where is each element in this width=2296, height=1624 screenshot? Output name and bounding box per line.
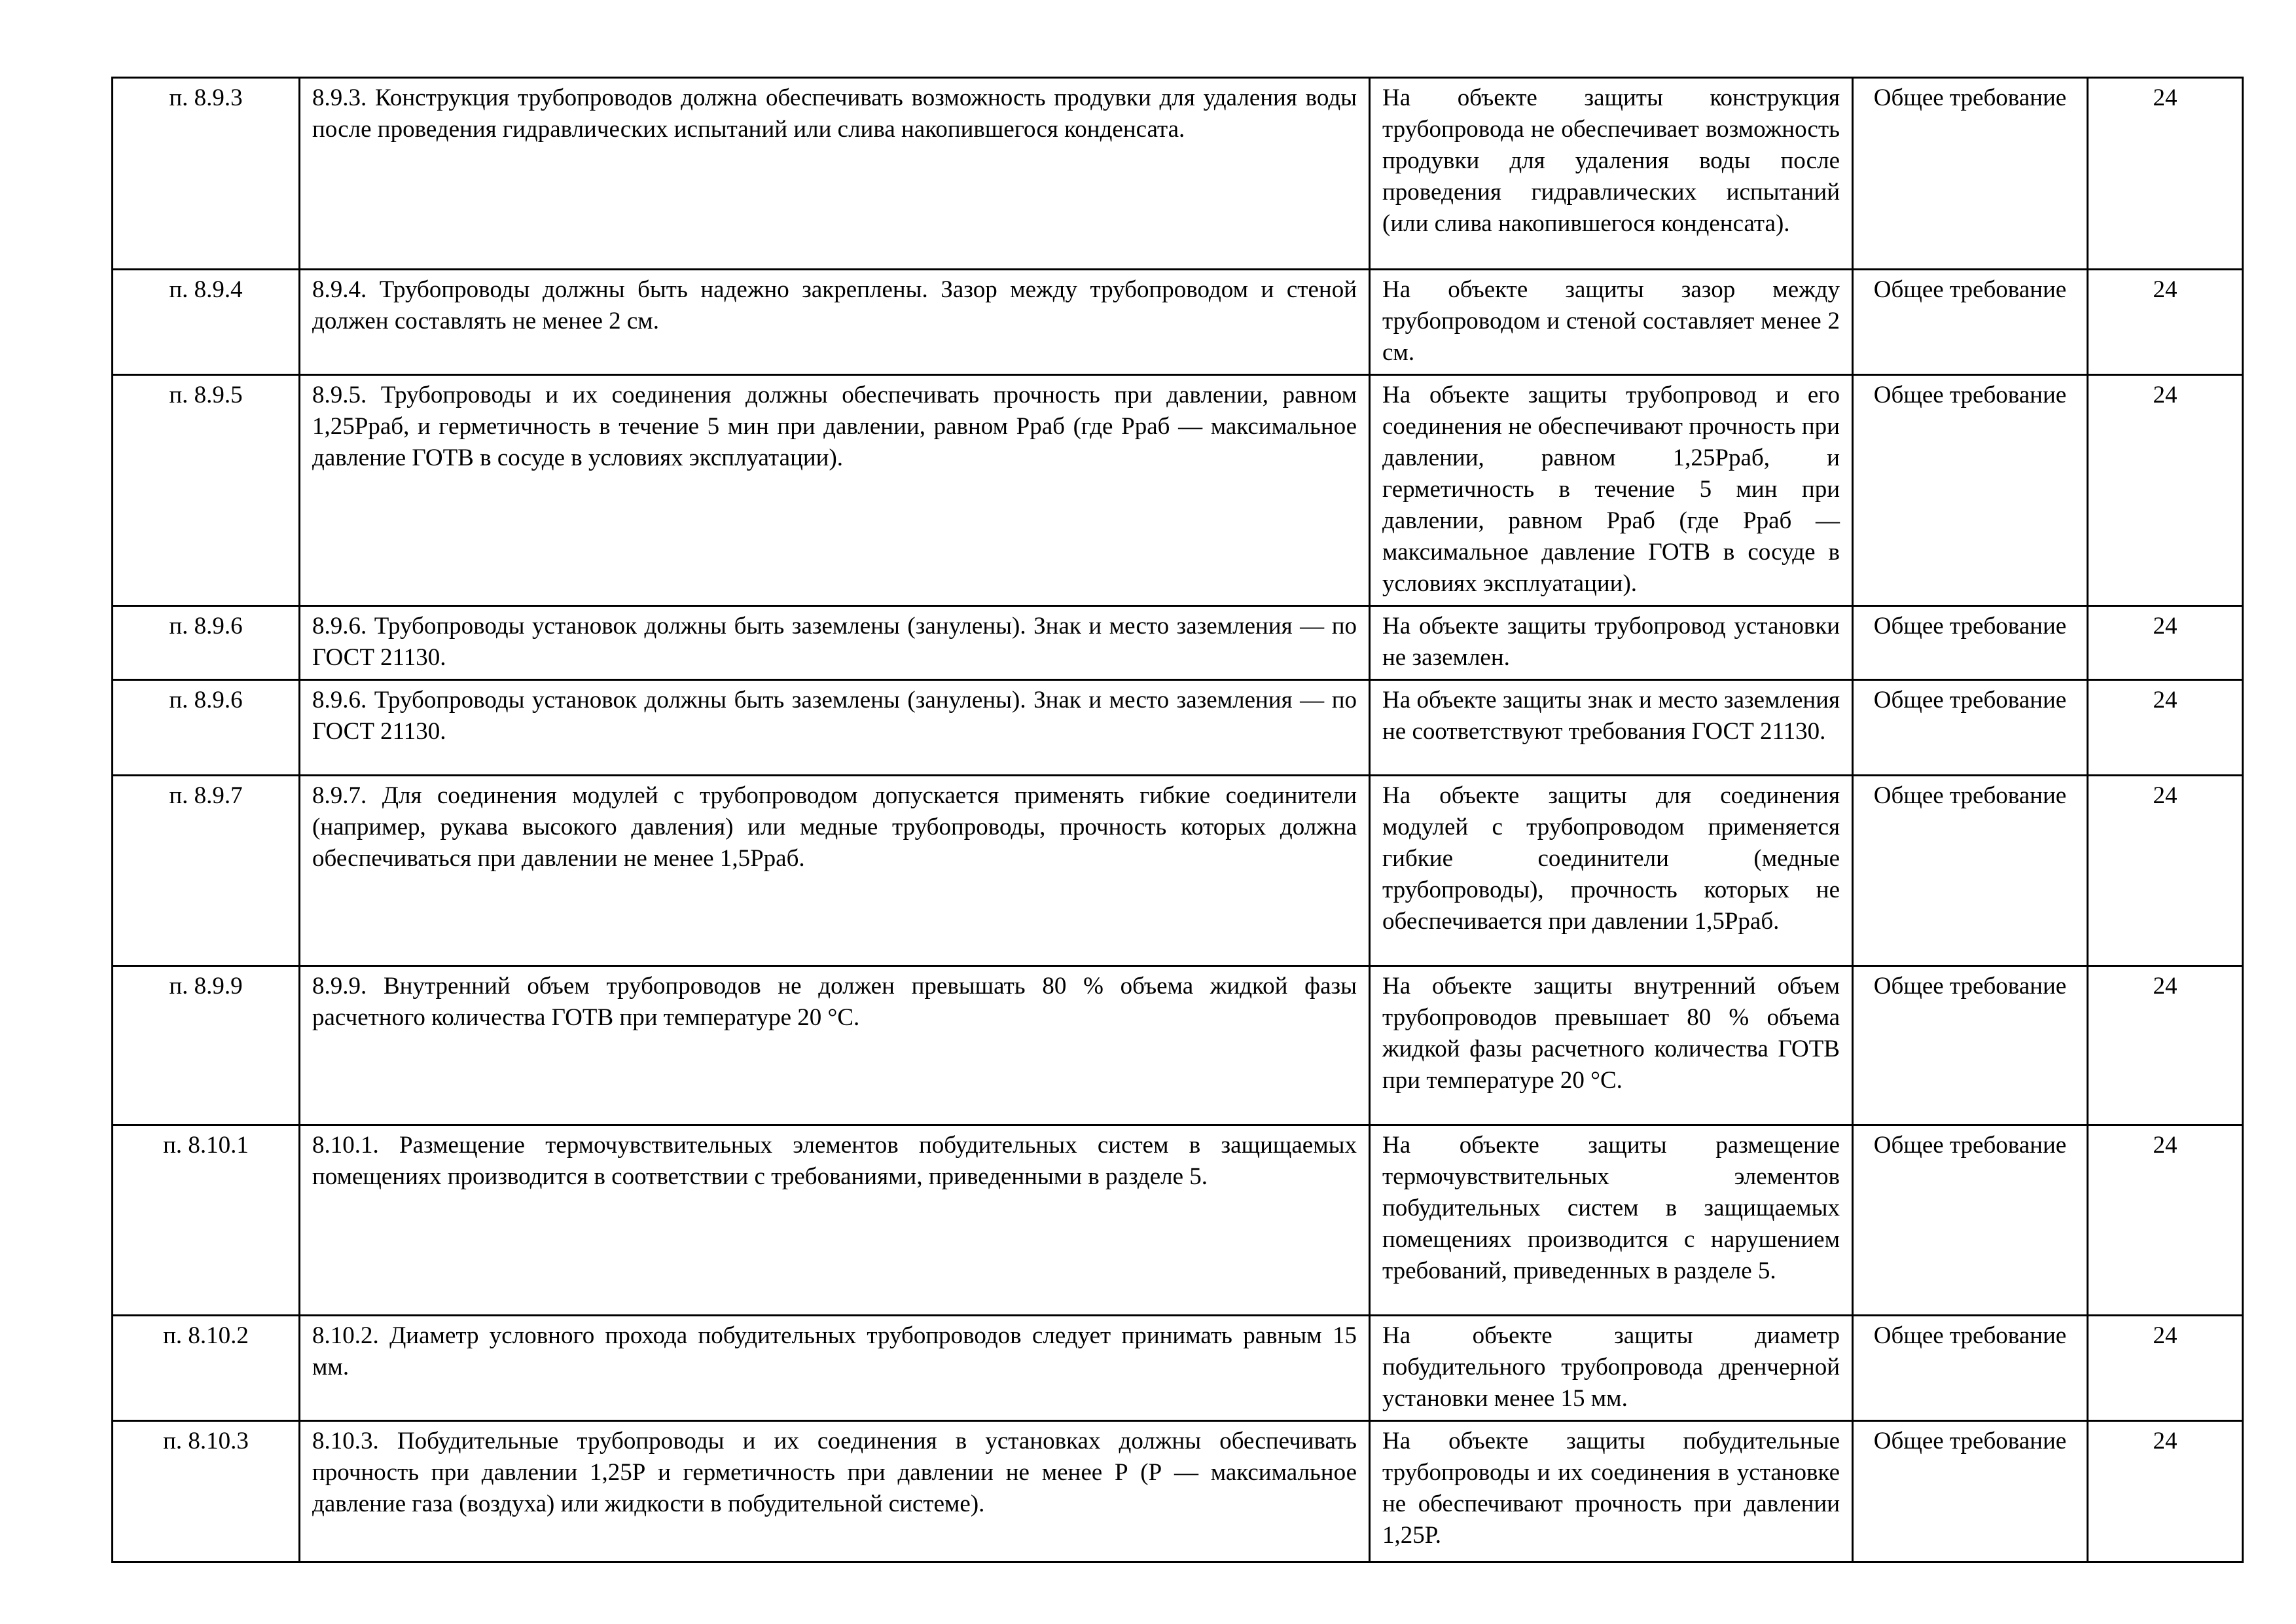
requirement-type: Общее требование: [1853, 1125, 2088, 1316]
clause-reference: п. 8.10.3: [113, 1421, 300, 1562]
table-row: [113, 680, 2243, 776]
requirement-type: Общее требование: [1853, 1421, 2088, 1562]
requirement-text: 8.9.7. Для соединения модулей с трубопроводом допускается применять гибкие соединители (например, рукава высокого давления) или медные трубопроводы, прочность которых должна обеспечиваться при давлении не менее 1,5Рраб.: [300, 776, 1370, 966]
clause-reference: п. 8.9.6: [113, 680, 300, 776]
requirement-text: 8.9.9. Внутренний объем трубопроводов не должен превышать 80 % объема жидкой фазы расчетного количества ГОТВ при температуре 20 °С.: [300, 966, 1370, 1125]
clause-reference: п. 8.9.4: [113, 270, 300, 375]
requirement-type: Общее требование: [1853, 1316, 2088, 1421]
violation-finding: На объекте защиты знак и место заземления не соответствуют требования ГОСТ 21130.: [1370, 680, 1853, 776]
requirement-type: Общее требование: [1853, 966, 2088, 1125]
source-number: 24: [2088, 1421, 2243, 1562]
requirement-text: 8.9.6. Трубопроводы установок должны быть заземлены (занулены). Знак и место заземления — по ГОСТ 21130.: [300, 680, 1370, 776]
table-row: [113, 776, 2243, 966]
table-row: [113, 966, 2243, 1125]
source-number: 24: [2088, 375, 2243, 606]
clause-reference: п. 8.9.6: [113, 606, 300, 680]
source-number: 24: [2088, 680, 2243, 776]
requirements-table: [111, 77, 2244, 1563]
requirement-text: 8.10.3. Побудительные трубопроводы и их соединения в установках должны обеспечивать прочность при давлении 1,25Р и герметичность при давлении не менее Р (Р — максимальное давление газа (воздуха) или жидкости в побудительной системе).: [300, 1421, 1370, 1562]
source-number: 24: [2088, 966, 2243, 1125]
requirement-type: Общее требование: [1853, 375, 2088, 606]
source-number: 24: [2088, 1125, 2243, 1316]
clause-reference: п. 8.9.7: [113, 776, 300, 966]
requirement-text: 8.9.4. Трубопроводы должны быть надежно закреплены. Зазор между трубопроводом и стеной должен составлять не менее 2 см.: [300, 270, 1370, 375]
source-number: 24: [2088, 776, 2243, 966]
violation-finding: На объекте защиты размещение термочувствительных элементов побудительных систем в защищаемых помещениях производится с нарушением требований, приведенных в разделе 5.: [1370, 1125, 1853, 1316]
violation-finding: На объекте защиты для соединения модулей с трубопроводом применяется гибкие соединители (медные трубопроводы), прочность которых не обеспечивается при давлении 1,5Рраб.: [1370, 776, 1853, 966]
requirement-type: Общее требование: [1853, 270, 2088, 375]
table-row: [113, 1125, 2243, 1316]
source-number: 24: [2088, 78, 2243, 270]
source-number: 24: [2088, 1316, 2243, 1421]
violation-finding: На объекте защиты внутренний объем трубопроводов превышает 80 % объема жидкой фазы расчетного количества ГОТВ при температуре 20 °С.: [1370, 966, 1853, 1125]
violation-finding: На объекте защиты зазор между трубопроводом и стеной составляет менее 2 см.: [1370, 270, 1853, 375]
violation-finding: На объекте защиты конструкция трубопровода не обеспечивает возможность продувки для удаления воды после проведения гидравлических испытаний (или слива накопившегося конденсата).: [1370, 78, 1853, 270]
table-row: [113, 270, 2243, 375]
requirement-type: Общее требование: [1853, 78, 2088, 270]
clause-reference: п. 8.9.3: [113, 78, 300, 270]
violation-finding: На объекте защиты диаметр побудительного трубопровода дренчерной установки менее 15 мм.: [1370, 1316, 1853, 1421]
violation-finding: На объекте защиты трубопровод установки не заземлен.: [1370, 606, 1853, 680]
source-number: 24: [2088, 270, 2243, 375]
table-row: [113, 78, 2243, 270]
requirement-text: 8.9.3. Конструкция трубопроводов должна обеспечивать возможность продувки для удаления воды после проведения гидравлических испытаний или слива накопившегося конденсата.: [300, 78, 1370, 270]
requirement-type: Общее требование: [1853, 606, 2088, 680]
requirement-text: 8.9.6. Трубопроводы установок должны быть заземлены (занулены). Знак и место заземления — по ГОСТ 21130.: [300, 606, 1370, 680]
violation-finding: На объекте защиты трубопровод и его соединения не обеспечивают прочность при давлении, равном 1,25Рраб, и герметичность в течение 5 мин при давлении, равном Рраб (где Рраб — максимальное давление ГОТВ в сосуде в условиях эксплуатации).: [1370, 375, 1853, 606]
requirement-text: 8.9.5. Трубопроводы и их соединения должны обеспечивать прочность при давлении, равном 1,25Рраб, и герметичность в течение 5 мин при давлении, равном Рраб (где Рраб — максимальное давление ГОТВ в сосуде в условиях эксплуатации).: [300, 375, 1370, 606]
table-row: [113, 375, 2243, 606]
clause-reference: п. 8.9.5: [113, 375, 300, 606]
table-row: [113, 1421, 2243, 1562]
clause-reference: п. 8.10.1: [113, 1125, 300, 1316]
requirement-type: Общее требование: [1853, 776, 2088, 966]
violation-finding: На объекте защиты побудительные трубопроводы и их соединения в установке не обеспечивают прочность при давлении 1,25Р.: [1370, 1421, 1853, 1562]
source-number: 24: [2088, 606, 2243, 680]
table-row: [113, 1316, 2243, 1421]
requirement-type: Общее требование: [1853, 680, 2088, 776]
table-row: [113, 606, 2243, 680]
clause-reference: п. 8.9.9: [113, 966, 300, 1125]
clause-reference: п. 8.10.2: [113, 1316, 300, 1421]
requirement-text: 8.10.2. Диаметр условного прохода побудительных трубопроводов следует принимать равным 15 мм.: [300, 1316, 1370, 1421]
requirement-text: 8.10.1. Размещение термочувствительных элементов побудительных систем в защищаемых помещениях производится в соответствии с требованиями, приведенными в разделе 5.: [300, 1125, 1370, 1316]
